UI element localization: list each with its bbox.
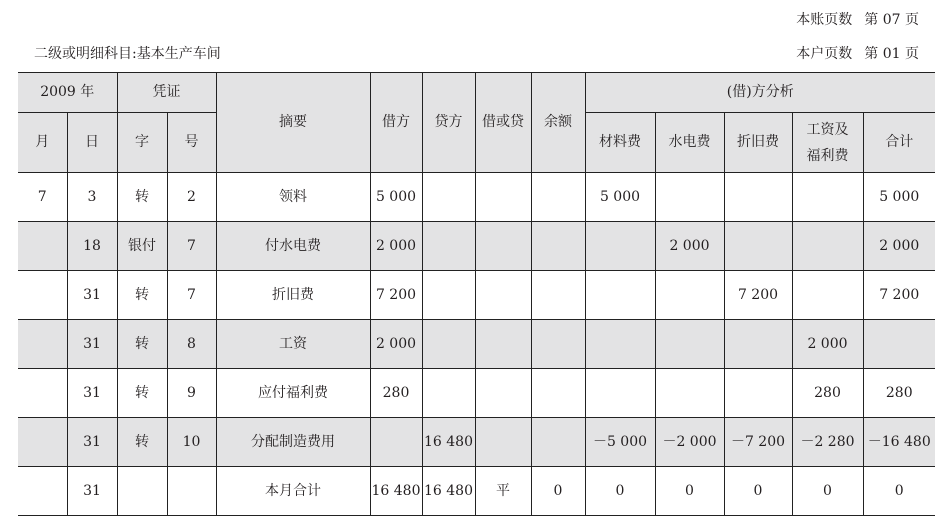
account-subject: 二级或明细科目:基本生产车间 <box>34 46 221 62</box>
table-row-total <box>18 467 935 516</box>
credit-cell <box>422 271 475 320</box>
account-page-info <box>796 43 919 63</box>
direction-cell <box>475 271 531 320</box>
material-cell: 5 000 <box>585 173 655 222</box>
summary-header: 摘要 <box>216 73 370 173</box>
wage-cell: －2 280 <box>792 418 863 467</box>
year-header: 2009 年 <box>18 73 117 113</box>
wage-cell <box>792 271 863 320</box>
depreciation-cell: －7 200 <box>724 418 792 467</box>
voucher-number-header: 号 <box>167 113 216 173</box>
material-cell <box>585 222 655 271</box>
day-cell: 31 <box>67 271 117 320</box>
material-cell <box>585 320 655 369</box>
analysis-header: (借)方分析 <box>585 73 935 113</box>
ledger-table <box>18 72 935 516</box>
wage-cell: 2 000 <box>792 320 863 369</box>
month-cell <box>18 369 67 418</box>
balance-cell <box>531 271 585 320</box>
depreciation-cell <box>724 369 792 418</box>
total-cell: 7 200 <box>863 271 935 320</box>
balance-cell <box>531 369 585 418</box>
summary-cell: 领料 <box>216 173 370 222</box>
summary-cell: 分配制造费用 <box>216 418 370 467</box>
direction-cell: 平 <box>475 467 531 516</box>
utility-cell: －2 000 <box>655 418 724 467</box>
summary-cell: 付水电费 <box>216 222 370 271</box>
month-cell <box>18 467 67 516</box>
summary-cell: 工资 <box>216 320 370 369</box>
material-cell <box>585 369 655 418</box>
voucher-type-cell: 银付 <box>117 222 167 271</box>
day-cell: 31 <box>67 467 117 516</box>
credit-cell <box>422 222 475 271</box>
total-header: 合计 <box>863 113 935 173</box>
credit-cell <box>422 369 475 418</box>
credit-cell <box>422 320 475 369</box>
month-cell <box>18 418 67 467</box>
direction-cell <box>475 222 531 271</box>
balance-cell <box>531 222 585 271</box>
material-cell: －5 000 <box>585 418 655 467</box>
account-page-value: 第 01 页 <box>864 46 919 62</box>
month-header: 月 <box>18 113 67 173</box>
utility-header: 水电费 <box>655 113 724 173</box>
depreciation-cell <box>724 320 792 369</box>
table-row <box>18 418 935 467</box>
table-row <box>18 222 935 271</box>
account-page-label: 本户页数 <box>796 46 853 62</box>
utility-cell: 0 <box>655 467 724 516</box>
voucher-header: 凭证 <box>117 73 216 113</box>
balance-header: 余额 <box>531 73 585 173</box>
day-header: 日 <box>67 113 117 173</box>
day-cell: 18 <box>67 222 117 271</box>
voucher-type-cell: 转 <box>117 320 167 369</box>
table-row <box>18 173 935 222</box>
voucher-number-cell: 2 <box>167 173 216 222</box>
debit-cell: 5 000 <box>370 173 422 222</box>
month-cell <box>18 222 67 271</box>
voucher-type-cell <box>117 467 167 516</box>
voucher-number-cell <box>167 467 216 516</box>
direction-cell <box>475 320 531 369</box>
voucher-number-cell: 9 <box>167 369 216 418</box>
month-cell: 7 <box>18 173 67 222</box>
page-number-value: 第 07 页 <box>864 12 919 28</box>
voucher-number-cell: 8 <box>167 320 216 369</box>
debit-header: 借方 <box>370 73 422 173</box>
total-cell: 2 000 <box>863 222 935 271</box>
balance-cell <box>531 173 585 222</box>
balance-cell <box>531 418 585 467</box>
wage-header-line-2: 福利费 <box>806 147 849 164</box>
balance-cell <box>531 320 585 369</box>
material-cell <box>585 271 655 320</box>
total-cell <box>863 320 935 369</box>
utility-cell <box>655 173 724 222</box>
voucher-number-cell: 7 <box>167 271 216 320</box>
day-cell: 31 <box>67 320 117 369</box>
voucher-type-cell: 转 <box>117 271 167 320</box>
day-cell: 3 <box>67 173 117 222</box>
wage-header-line-1: 工资及 <box>806 121 849 138</box>
debit-cell: 2 000 <box>370 320 422 369</box>
wage-cell <box>792 222 863 271</box>
voucher-type-cell: 转 <box>117 369 167 418</box>
wage-cell: 280 <box>792 369 863 418</box>
depreciation-cell: 0 <box>724 467 792 516</box>
day-cell: 31 <box>67 369 117 418</box>
depreciation-cell: 7 200 <box>724 271 792 320</box>
day-cell: 31 <box>67 418 117 467</box>
utility-cell <box>655 320 724 369</box>
voucher-type-cell: 转 <box>117 418 167 467</box>
voucher-number-cell: 10 <box>167 418 216 467</box>
wage-header <box>792 113 863 173</box>
total-cell: 0 <box>863 467 935 516</box>
summary-cell: 本月合计 <box>216 467 370 516</box>
balance-cell: 0 <box>531 467 585 516</box>
credit-header: 贷方 <box>422 73 475 173</box>
voucher-type-header: 字 <box>117 113 167 173</box>
direction-header: 借或贷 <box>475 73 531 173</box>
direction-cell <box>475 173 531 222</box>
credit-cell: 16 480 <box>422 418 475 467</box>
table-row <box>18 369 935 418</box>
utility-cell: 2 000 <box>655 222 724 271</box>
voucher-number-cell: 7 <box>167 222 216 271</box>
page-number-info <box>796 9 919 29</box>
direction-cell <box>475 369 531 418</box>
debit-cell: 280 <box>370 369 422 418</box>
debit-cell: 7 200 <box>370 271 422 320</box>
summary-cell: 折旧费 <box>216 271 370 320</box>
wage-cell: 0 <box>792 467 863 516</box>
header-row-1 <box>18 73 935 113</box>
debit-cell <box>370 418 422 467</box>
month-cell <box>18 320 67 369</box>
summary-cell: 应付福利费 <box>216 369 370 418</box>
total-cell: 5 000 <box>863 173 935 222</box>
utility-cell <box>655 369 724 418</box>
credit-cell <box>422 173 475 222</box>
total-cell: －16 480 <box>863 418 935 467</box>
depreciation-cell <box>724 173 792 222</box>
table-row <box>18 320 935 369</box>
credit-cell: 16 480 <box>422 467 475 516</box>
direction-cell <box>475 418 531 467</box>
debit-cell: 16 480 <box>370 467 422 516</box>
debit-cell: 2 000 <box>370 222 422 271</box>
table-row <box>18 271 935 320</box>
utility-cell <box>655 271 724 320</box>
month-cell <box>18 271 67 320</box>
page-number-label: 本账页数 <box>796 12 853 28</box>
voucher-type-cell: 转 <box>117 173 167 222</box>
material-header: 材料费 <box>585 113 655 173</box>
depreciation-header: 折旧费 <box>724 113 792 173</box>
total-cell: 280 <box>863 369 935 418</box>
wage-cell <box>792 173 863 222</box>
material-cell: 0 <box>585 467 655 516</box>
depreciation-cell <box>724 222 792 271</box>
